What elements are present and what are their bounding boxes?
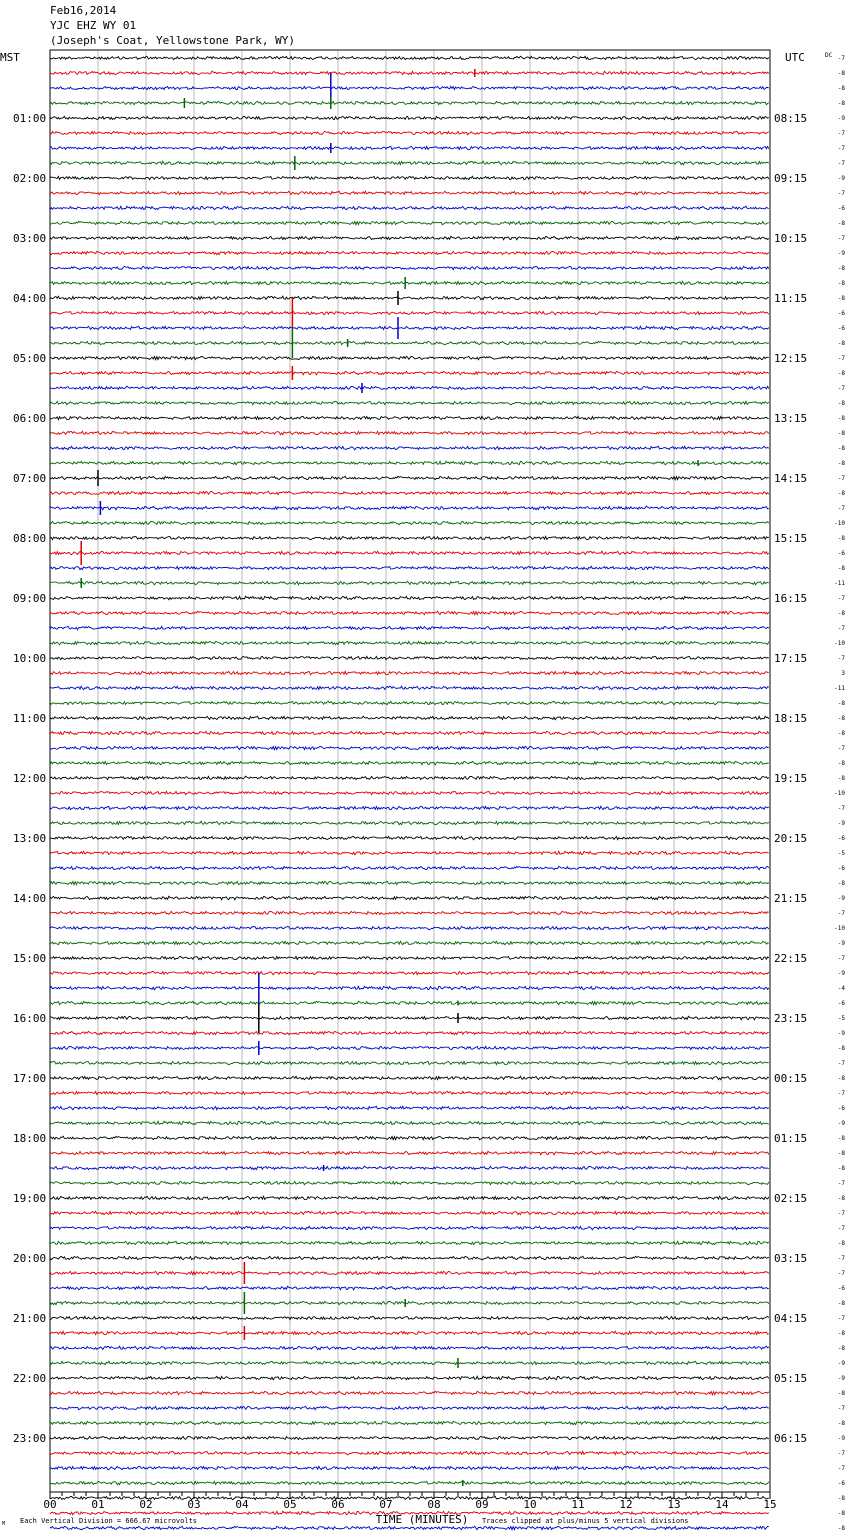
trace-line	[50, 236, 769, 240]
trace-line	[50, 671, 769, 675]
trace-line	[50, 131, 769, 134]
mst-hour-label: 11:00	[13, 712, 47, 725]
dc-offset-label: -6	[837, 550, 845, 557]
dc-offset-label: -9	[837, 1360, 845, 1367]
utc-hour-label: 18:15	[774, 712, 808, 725]
trace-line	[50, 941, 769, 945]
trace-line	[50, 506, 769, 510]
dc-offset-label: -8	[837, 730, 845, 737]
trace-line	[50, 911, 769, 914]
trace-line	[50, 716, 769, 719]
dc-offset-label: -8	[837, 1330, 845, 1337]
trace-line	[50, 806, 769, 809]
trace-line	[50, 926, 769, 930]
mst-hour-label: 12:00	[13, 772, 47, 785]
dc-offset-label: -10	[834, 520, 845, 527]
dc-offset-label: -7	[837, 1270, 845, 1277]
trace-line	[50, 656, 769, 659]
dc-offset-label: -8	[837, 295, 845, 302]
utc-hour-label: 05:15	[774, 1372, 808, 1385]
trace-line	[50, 221, 769, 224]
trace-line	[50, 401, 769, 405]
utc-hour-label: 01:15	[774, 1132, 808, 1145]
trace-line	[50, 821, 769, 825]
dc-offset-label: -7	[837, 1225, 845, 1232]
trace-line	[50, 176, 769, 180]
trace-line	[50, 1331, 769, 1334]
utc-hour-label: 09:15	[774, 172, 808, 185]
dc-offset-label: -7	[837, 1180, 845, 1187]
mst-hour-label: 13:00	[13, 832, 47, 845]
trace-line	[50, 581, 769, 585]
mst-hour-label: 01:00	[13, 112, 47, 125]
dc-offset-label: -8	[837, 1135, 845, 1142]
trace-line	[50, 566, 769, 569]
trace-line	[50, 1451, 769, 1455]
x-tick-label: 10	[523, 1498, 537, 1511]
utc-hour-label: 15:15	[774, 532, 808, 545]
trace-line	[50, 971, 769, 975]
trace-line	[50, 371, 769, 375]
trace-line	[50, 491, 769, 494]
trace-line	[50, 1436, 769, 1439]
mst-hour-label: 09:00	[13, 592, 47, 605]
dc-offset-label: -8	[837, 1510, 845, 1517]
dc-offset-label: -8	[837, 1165, 845, 1172]
corner-mark: M	[2, 1521, 6, 1527]
trace-line	[50, 536, 769, 540]
dc-offset-label: -6	[837, 325, 845, 332]
dc-offset-label: -7	[837, 505, 845, 512]
trace-line	[50, 1391, 769, 1395]
trace-line	[50, 611, 769, 615]
dc-offset-label: -8	[837, 280, 845, 287]
trace-line	[50, 86, 769, 89]
trace-line	[50, 476, 769, 480]
x-axis-label: TIME (MINUTES)	[375, 1513, 469, 1526]
dc-offset-label: -7	[837, 595, 845, 602]
trace-line	[50, 1016, 769, 1020]
trace-line	[50, 146, 769, 150]
trace-line	[50, 896, 769, 900]
chart-date: Feb16,2014	[50, 4, 117, 17]
trace-line	[50, 416, 769, 419]
dc-offset-label: -8	[837, 430, 845, 437]
trace-line	[50, 71, 769, 75]
dc-offset-label: -7	[837, 190, 845, 197]
dc-offset-label: -7	[837, 1255, 845, 1262]
dc-offset-label: -9	[837, 970, 845, 977]
dc-offset-label: -8	[837, 220, 845, 227]
trace-line	[50, 116, 769, 119]
trace-line	[50, 461, 769, 464]
trace-line	[50, 206, 769, 210]
mst-hour-label: 06:00	[13, 412, 47, 425]
utc-hour-label: 22:15	[774, 952, 808, 965]
trace-line	[50, 761, 769, 765]
dc-offset-label: -9	[837, 1030, 845, 1037]
x-tick-label: 13	[667, 1498, 681, 1511]
mst-hour-label: 08:00	[13, 532, 47, 545]
trace-line	[50, 266, 769, 270]
trace-line	[50, 446, 769, 450]
dc-offset-label: -8	[837, 775, 845, 782]
utc-hour-label: 14:15	[774, 472, 808, 485]
trace-line	[50, 791, 769, 795]
utc-hour-label: 03:15	[774, 1252, 808, 1265]
right-axis-label: UTC	[785, 51, 805, 64]
dc-offset-label: -6	[837, 205, 845, 212]
utc-hour-label: 04:15	[774, 1312, 808, 1325]
trace-line	[50, 551, 769, 555]
dc-offset-label: -7	[837, 1090, 845, 1097]
plot-frame	[50, 50, 770, 1492]
dc-offset-label: -11	[834, 685, 845, 692]
x-tick-label: 04	[235, 1498, 249, 1511]
dc-offset-label: -6	[837, 1105, 845, 1112]
x-tick-label: 09	[475, 1498, 489, 1511]
dc-offset-label: -7	[837, 1210, 845, 1217]
mst-hour-label: 15:00	[13, 952, 47, 965]
utc-hour-label: 11:15	[774, 292, 808, 305]
mst-hour-label: 19:00	[13, 1192, 47, 1205]
dc-offset-label: -9	[837, 940, 845, 947]
dc-offset-label: -6	[837, 310, 845, 317]
dc-offset-label: -8	[837, 1390, 845, 1397]
x-tick-label: 07	[379, 1498, 393, 1511]
dc-offset-label: -7	[837, 1315, 845, 1322]
dc-offset-label: -8	[837, 715, 845, 722]
dc-offset-label: -8	[837, 1495, 845, 1502]
dc-offset-label: -8	[837, 1300, 845, 1307]
dc-offset-label: -9	[837, 1120, 845, 1127]
dc-offset-label: -7	[837, 130, 845, 137]
dc-offset-label: -8	[837, 340, 845, 347]
dc-offset-label: -9	[837, 1375, 845, 1382]
dc-offset-label: -8	[837, 1150, 845, 1157]
trace-line	[50, 386, 769, 389]
dc-offset-label: -8	[837, 1195, 845, 1202]
dc-offset-label: -7	[837, 805, 845, 812]
utc-hour-label: 16:15	[774, 592, 808, 605]
axis-labels	[13, 55, 845, 1534]
dc-offset-label: -8	[837, 70, 845, 77]
trace-line	[50, 1316, 769, 1320]
mst-hour-label: 17:00	[13, 1072, 47, 1085]
trace-line	[50, 701, 769, 705]
trace-line	[50, 356, 769, 359]
utc-hour-label: 10:15	[774, 232, 808, 245]
dc-offset-label: -10	[834, 790, 845, 797]
dc-offset-label: -9	[837, 820, 845, 827]
utc-hour-label: 23:15	[774, 1012, 808, 1025]
mst-hour-label: 20:00	[13, 1252, 47, 1265]
dc-offset-label: -8	[837, 100, 845, 107]
x-tick-label: 02	[139, 1498, 153, 1511]
dc-offset-label: -8	[837, 490, 845, 497]
dc-offset-label: -7	[837, 745, 845, 752]
trace-line	[50, 326, 769, 329]
trace-line	[50, 851, 769, 854]
trace-line	[50, 1166, 769, 1170]
mst-hour-label: 10:00	[13, 652, 47, 665]
utc-hour-label: 19:15	[774, 772, 808, 785]
dc-offset-label: -7	[837, 1465, 845, 1472]
dc-offset-label: -8	[837, 880, 845, 887]
x-tick-label: 03	[187, 1498, 201, 1511]
dc-offset-label: -7	[837, 1060, 845, 1067]
trace-line	[50, 596, 769, 599]
dc-offset-label: -8	[837, 1045, 845, 1052]
trace-line	[50, 686, 769, 690]
dc-offset-label: -5	[837, 1015, 845, 1022]
dc-offset-label: -8	[837, 400, 845, 407]
trace-line	[50, 986, 769, 989]
x-tick-label: 01	[91, 1498, 105, 1511]
trace-line	[50, 746, 769, 749]
dc-offset-label: -8	[837, 370, 845, 377]
dc-offset-label: -8	[837, 415, 845, 422]
dc-offset-label: -9	[837, 250, 845, 257]
trace-line	[50, 836, 769, 840]
dc-offset-label: -7	[837, 955, 845, 962]
dc-offset-label: -7	[837, 625, 845, 632]
utc-hour-label: 00:15	[774, 1072, 808, 1085]
trace-line	[50, 1286, 769, 1290]
trace-line	[50, 776, 769, 780]
trace-line	[50, 1376, 769, 1379]
x-tick-label: 15	[763, 1498, 777, 1511]
x-tick-label: 14	[715, 1498, 729, 1511]
trace-line	[50, 641, 769, 645]
mst-hour-label: 14:00	[13, 892, 47, 905]
trace-line	[50, 101, 769, 104]
dc-offset-label: -7	[837, 1405, 845, 1412]
trace-line	[50, 881, 769, 884]
utc-hour-label: 08:15	[774, 112, 808, 125]
trace-line	[50, 56, 769, 59]
x-tick-label: 12	[619, 1498, 633, 1511]
trace-line	[50, 431, 769, 435]
trace-line	[50, 191, 769, 194]
trace-line	[50, 956, 769, 959]
mst-hour-label: 04:00	[13, 292, 47, 305]
utc-hour-label: 17:15	[774, 652, 808, 665]
dc-offset-label: -7	[837, 235, 845, 242]
utc-hour-label: 13:15	[774, 412, 808, 425]
trace-line	[50, 1211, 769, 1215]
trace-line	[50, 311, 769, 315]
dc-offset-label: -9	[837, 1435, 845, 1442]
trace-line	[50, 1061, 769, 1065]
x-tick-label: 11	[571, 1498, 585, 1511]
dc-offset-label: -8	[837, 1345, 845, 1352]
trace-line	[50, 1226, 769, 1230]
dc-offset-label: -8	[837, 565, 845, 572]
trace-line	[50, 341, 769, 345]
x-tick-label: 08	[427, 1498, 441, 1511]
trace-line	[50, 1466, 769, 1470]
mst-hour-label: 21:00	[13, 1312, 47, 1325]
dc-offset-label: -5	[837, 850, 845, 857]
trace-line	[50, 296, 769, 300]
trace-line	[50, 251, 769, 255]
dc-offset-label: -7	[837, 55, 845, 62]
trace-group	[50, 56, 769, 1534]
dc-offset-label: -10	[834, 640, 845, 647]
trace-line	[50, 281, 769, 284]
trace-line	[50, 1241, 769, 1244]
dc-offset-label: -7	[837, 160, 845, 167]
mst-hour-label: 22:00	[13, 1372, 47, 1385]
dc-offset-label: -6	[837, 865, 845, 872]
mst-hour-label: 03:00	[13, 232, 47, 245]
mst-hour-label: 07:00	[13, 472, 47, 485]
mst-hour-label: 23:00	[13, 1432, 47, 1445]
dc-offset-label: -8	[837, 1525, 845, 1532]
dc-offset-label: -4	[837, 985, 845, 992]
dc-offset-label: -7	[837, 655, 845, 662]
trace-line	[50, 161, 769, 165]
trace-line	[50, 1361, 769, 1365]
utc-hour-label: 21:15	[774, 892, 808, 905]
utc-hour-label: 06:15	[774, 1432, 808, 1445]
dc-offset-label: -8	[837, 700, 845, 707]
station-location: (Joseph's Coat, Yellowstone Park, WY)	[50, 34, 296, 47]
dc-label: DC	[825, 52, 833, 59]
trace-line	[50, 1496, 769, 1500]
trace-line	[50, 1301, 769, 1305]
trace-line	[50, 1271, 769, 1274]
trace-line	[50, 1196, 769, 1199]
mst-hour-label: 16:00	[13, 1012, 47, 1025]
trace-line	[50, 521, 769, 524]
utc-hour-label: 12:15	[774, 352, 808, 365]
dc-offset-label: -7	[837, 145, 845, 152]
dc-offset-label: -8	[837, 1240, 845, 1247]
trace-line	[50, 626, 769, 630]
trace-line	[50, 1136, 769, 1140]
dc-offset-label: -8	[837, 85, 845, 92]
trace-line	[50, 1256, 769, 1260]
dc-offset-label: -11	[834, 580, 845, 587]
clip-note: Traces clipped at plus/minus 5 vertical divisions	[482, 1517, 689, 1525]
dc-offset-label: -8	[837, 445, 845, 452]
station-name: YJC EHZ WY 01	[50, 19, 137, 32]
dc-offset-label: -6	[837, 835, 845, 842]
trace-line	[50, 1421, 769, 1425]
dc-offset-label: -9	[837, 115, 845, 122]
trace-line	[50, 1001, 769, 1005]
x-tick-label: 00	[43, 1498, 57, 1511]
trace-line	[50, 731, 769, 735]
dc-offset-label: 3	[841, 670, 845, 677]
dc-offset-label: -6	[837, 1480, 845, 1487]
dc-offset-label: -6	[837, 1000, 845, 1007]
dc-offset-label: -8	[837, 535, 845, 542]
dc-offset-label: -10	[834, 925, 845, 932]
dc-offset-label: -7	[837, 910, 845, 917]
trace-line	[50, 1091, 769, 1094]
dc-offset-label: -8	[837, 610, 845, 617]
dc-offset-label: -8	[837, 1075, 845, 1082]
dc-offset-label: -7	[837, 1450, 845, 1457]
scale-note: Each Vertical Division = 666.67 microvolts	[20, 1517, 198, 1525]
trace-line	[50, 866, 769, 870]
x-tick-label: 06	[331, 1498, 345, 1511]
trace-line	[50, 1406, 769, 1409]
dc-offset-label: -9	[837, 895, 845, 902]
dc-offset-label: -7	[837, 355, 845, 362]
trace-line	[50, 1181, 769, 1185]
trace-line	[50, 1076, 769, 1080]
left-axis-label: MST	[0, 51, 20, 64]
dc-offset-label: -7	[837, 475, 845, 482]
dc-offset-label: -7	[837, 385, 845, 392]
utc-hour-label: 02:15	[774, 1192, 808, 1205]
utc-hour-label: 20:15	[774, 832, 808, 845]
trace-line	[50, 1526, 769, 1530]
trace-line	[50, 1121, 769, 1124]
mst-hour-label: 02:00	[13, 172, 47, 185]
dc-offset-label: -9	[837, 175, 845, 182]
dc-offset-label: -8	[837, 460, 845, 467]
trace-line	[50, 1106, 769, 1110]
dc-offset-label: -8	[837, 760, 845, 767]
trace-line	[50, 1151, 769, 1155]
x-tick-label: 05	[283, 1498, 297, 1511]
dc-offset-label: -8	[837, 265, 845, 272]
trace-line	[50, 1031, 769, 1035]
dc-offset-label: -8	[837, 1420, 845, 1427]
dc-offset-label: -6	[837, 1285, 845, 1292]
trace-line	[50, 1346, 769, 1350]
trace-line	[50, 1046, 769, 1049]
mst-hour-label: 18:00	[13, 1132, 47, 1145]
mst-hour-label: 05:00	[13, 352, 47, 365]
trace-line	[50, 1481, 769, 1484]
